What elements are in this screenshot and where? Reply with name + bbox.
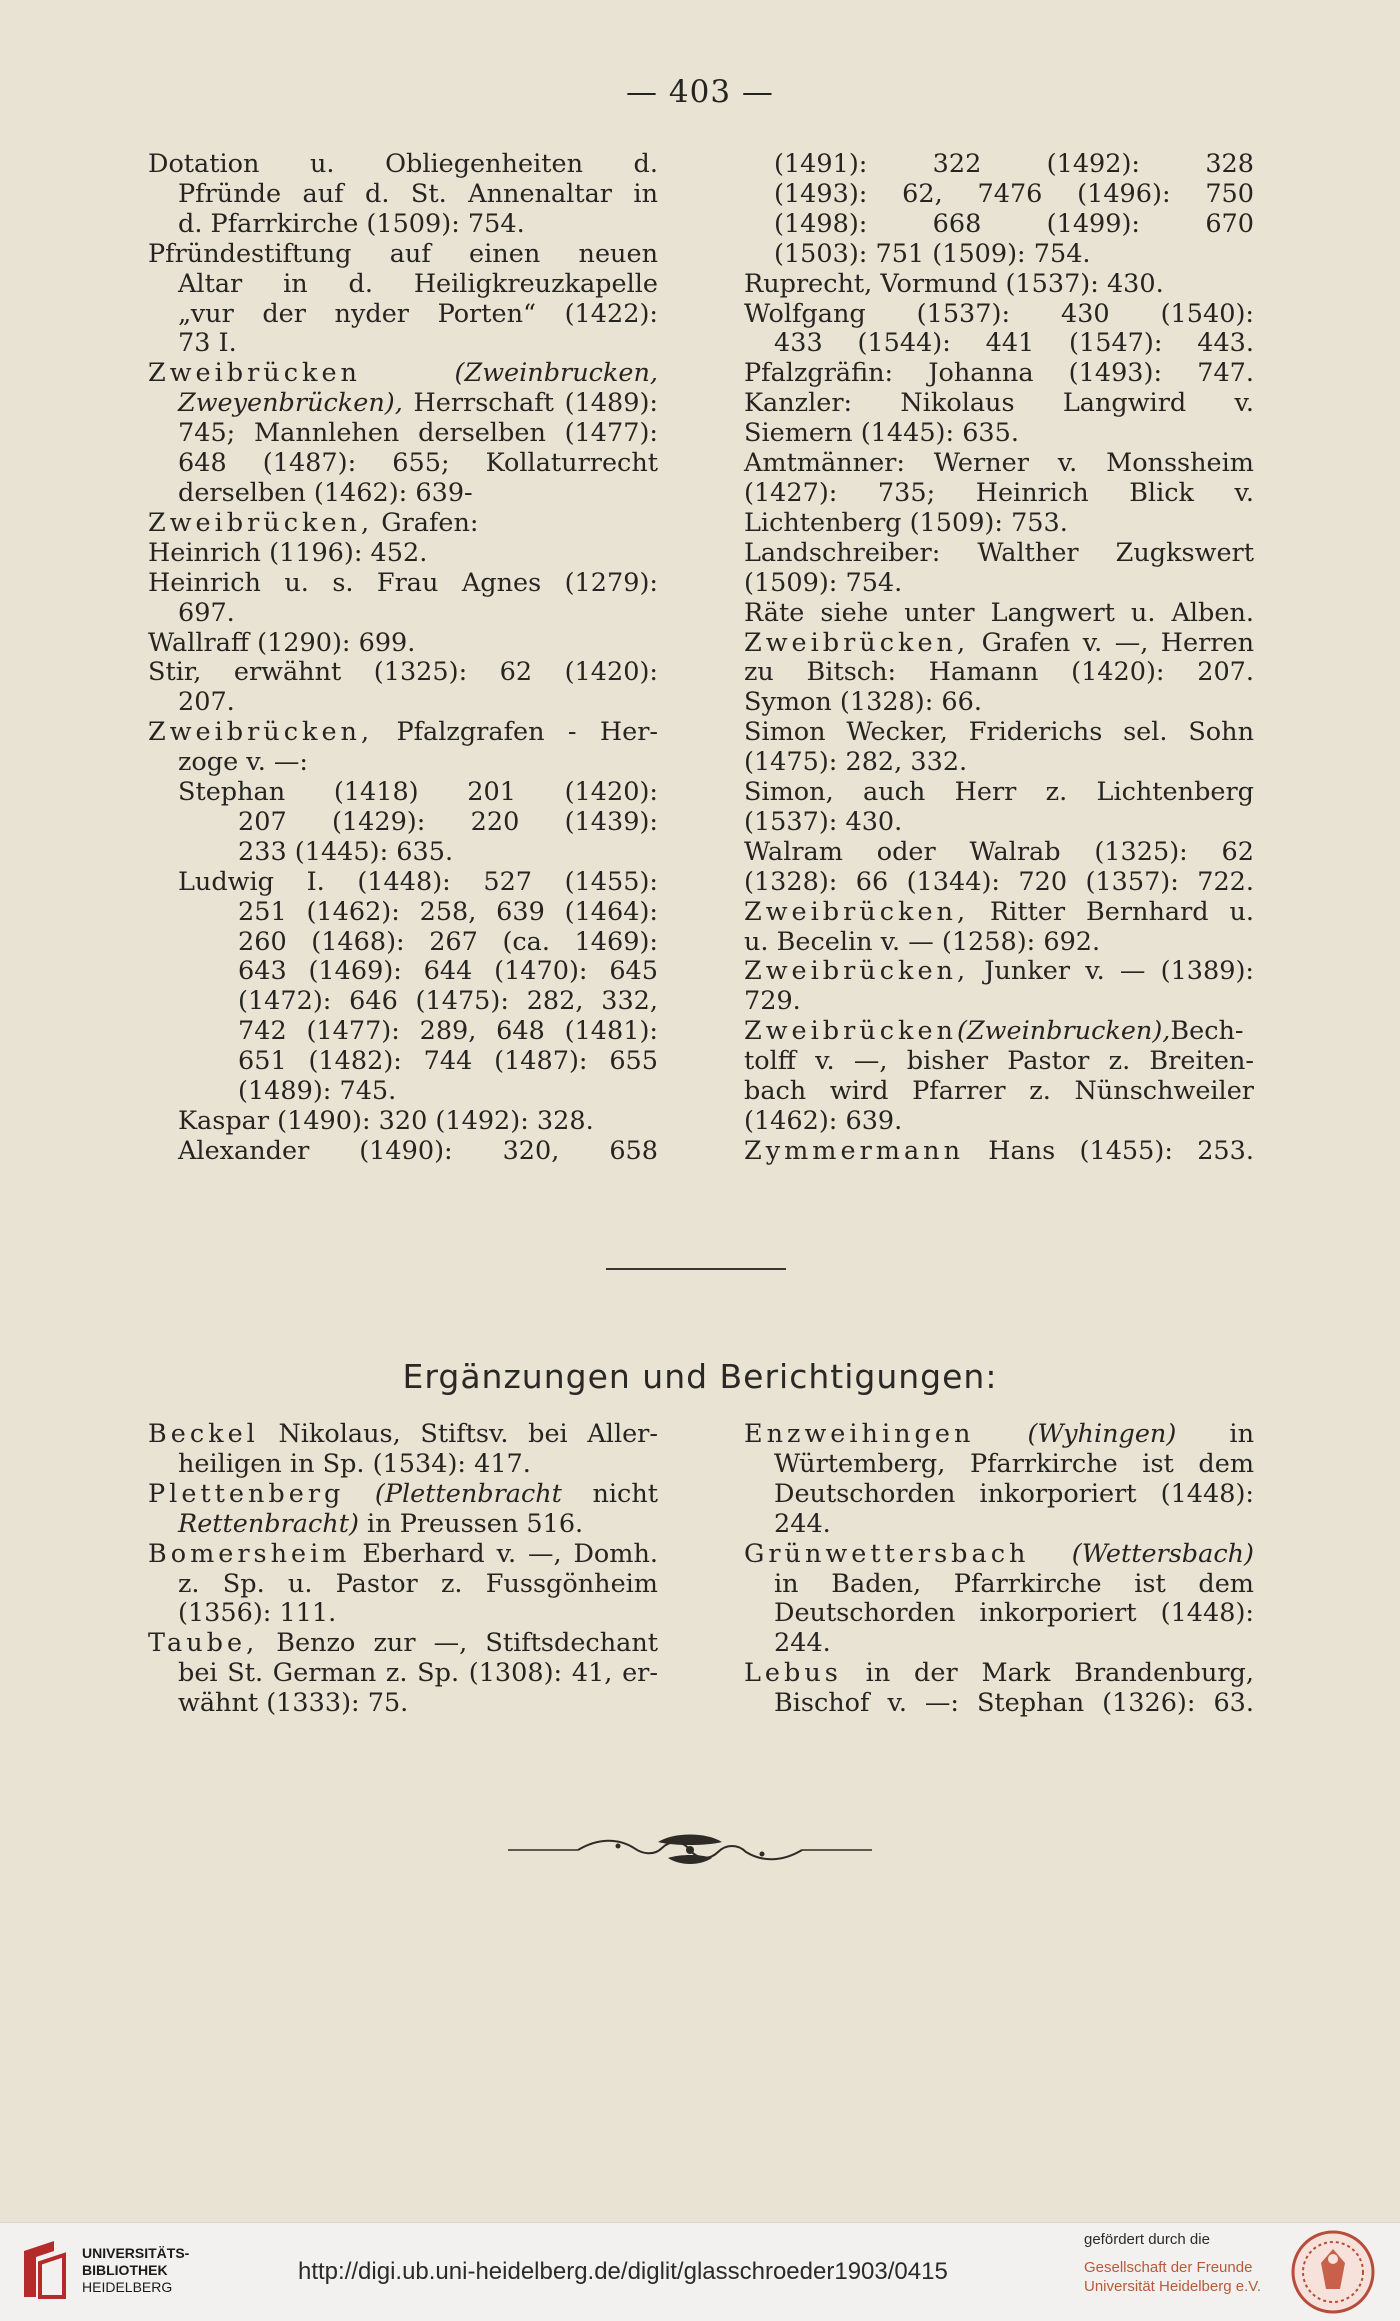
entry-headword: Zweibrücken, (744, 956, 970, 987)
entry-text: Grafen: (373, 507, 479, 538)
entry-text: in Baden, Pfarrkirche ist dem (774, 1568, 1254, 1599)
entry-line (744, 180, 1254, 210)
entry-line (148, 240, 658, 270)
entry-text: 745; Mannlehen derselben (1477): (178, 418, 658, 449)
entry-headword: Lebus (744, 1658, 842, 1689)
entry-text: 643 (1469): 644 (1470): 645 (238, 956, 658, 987)
entry-line (148, 539, 658, 569)
entry-line (148, 688, 658, 718)
entry-text: Symon (1328): 66. (744, 687, 982, 718)
entry-line (744, 270, 1254, 300)
entry-line (744, 778, 1254, 808)
entry-text: (1503): 751 (1509): 754. (774, 238, 1091, 269)
digitization-footer (0, 2222, 1400, 2321)
entry-line (744, 1480, 1254, 1510)
index-entry (744, 629, 1254, 689)
entry-headword: Zweibrücken, (744, 896, 970, 927)
entry-text: Benzo zur —, Stiftsdechant (258, 1628, 658, 1659)
index-entry (744, 718, 1254, 778)
entry-text: Pfalzgräfin: Johanna (1493): 747. (744, 358, 1254, 389)
section-divider (606, 1268, 786, 1270)
entry-text: Pfalzgrafen - Her- (373, 717, 658, 748)
entry-text: Wallraff (1290): 699. (148, 627, 416, 658)
entry-text: Hans (1455): 253. (964, 1135, 1254, 1166)
entry-text: Bech- (1170, 1016, 1244, 1047)
entry-variant-name: (Plettenbracht (374, 1478, 562, 1509)
entry-headword: Grünwettersbach (744, 1538, 1030, 1569)
index-entry (148, 629, 658, 659)
entry-line (148, 1017, 658, 1047)
entry-text: Siemern (1445): 635. (744, 418, 1019, 449)
entry-text: Alexander (1490): 320, 658 (178, 1135, 658, 1166)
index-entry (744, 150, 1254, 270)
entry-headword: Enzweihingen (744, 1419, 975, 1449)
entry-line (744, 838, 1254, 868)
entry-line (744, 1659, 1254, 1689)
entry-text: 73 I. (178, 328, 237, 359)
entry-text: Altar in d. Heiligkreuzkapelle (178, 268, 658, 299)
entry-text: (1537): 430. (744, 806, 903, 837)
entry-line (148, 599, 658, 629)
entry-line (744, 150, 1254, 180)
index-entry (744, 957, 1254, 1017)
entry-text: Heinrich u. s. Frau Agnes (1279): (148, 567, 658, 598)
entry-text: heiligen in Sp. (1534): 417. (178, 1448, 531, 1479)
entry-text: (1491): 322 (1492): 328 (774, 149, 1254, 179)
entry-line (744, 389, 1254, 419)
entry-text: nicht (561, 1478, 658, 1509)
entry-line (744, 240, 1254, 270)
entry-text: zoge v. —: (178, 747, 308, 778)
entry-line (148, 1599, 658, 1629)
index-column-left (148, 150, 658, 1167)
entry-text: in Preussen 516. (358, 1508, 584, 1539)
entry-text: Deutschorden inkorporiert (1448): (774, 1478, 1254, 1509)
entry-line (148, 389, 658, 419)
entry-text: Simon Wecker, Friderichs sel. Sohn (744, 717, 1254, 748)
entry-text (344, 1479, 375, 1509)
entry-line (148, 509, 658, 539)
addenda-column-right (744, 1420, 1254, 1719)
entry-line (744, 658, 1254, 688)
entry-text: 260 (1468): 267 (ca. 1469): (238, 926, 658, 957)
entry-text: 244. (774, 1628, 831, 1659)
entry-line (148, 150, 658, 180)
entry-variant-name: Zweyenbrücken), (178, 388, 403, 419)
library-name (82, 2245, 189, 2296)
entry-text: Ludwig I. (1448): 527 (1455): (178, 866, 658, 897)
index-entry (744, 359, 1254, 389)
entry-line (744, 808, 1254, 838)
entry-line (744, 569, 1254, 599)
index-column-right (744, 150, 1254, 1167)
entry-text: (1493): 62, 7476 (1496): 750 (774, 178, 1254, 209)
library-name-line-3: HEIDELBERG (82, 2279, 173, 2295)
entry-line (148, 1570, 658, 1600)
entry-line (744, 359, 1254, 389)
entry-line (148, 1137, 658, 1167)
entry-variant-name: Rettenbracht) (178, 1508, 359, 1539)
entry-headword: Zweibrücken, (148, 507, 374, 538)
entry-line (744, 1599, 1254, 1629)
entry-text: z. Sp. u. Pastor z. Fussgönheim (178, 1568, 658, 1599)
entry-text: Eberhard v. —, Domh. (350, 1538, 658, 1569)
entry-line (744, 1629, 1254, 1659)
entry-line (744, 629, 1254, 659)
entry-line (148, 838, 658, 868)
entry-line (148, 359, 658, 389)
entry-text: derselben (1462): 639- (178, 477, 473, 508)
entry-headword: Zweibrücken (744, 1016, 957, 1047)
entry-line (744, 479, 1254, 509)
entry-text: (1356): 111. (178, 1598, 337, 1629)
index-entry (744, 300, 1254, 360)
index-entry (148, 150, 658, 240)
entry-text: (1509): 754. (744, 567, 903, 598)
entry-text: bei St. German z. Sp. (1308): 41, er- (178, 1658, 658, 1689)
entry-line (744, 1540, 1254, 1570)
entry-text: Heinrich (1196): 452. (148, 537, 428, 568)
index-entry (148, 868, 658, 1107)
entry-line (148, 270, 658, 300)
entry-text: Stephan (1418) 201 (1420): (178, 777, 658, 808)
entry-line (744, 1420, 1254, 1450)
entry-line (148, 1510, 658, 1540)
entry-line (148, 1047, 658, 1077)
index-entry (744, 1137, 1254, 1167)
entry-line (744, 1107, 1254, 1137)
entry-line (744, 688, 1254, 718)
library-name-line-2: BIBLIOTHEK (82, 2262, 168, 2278)
entry-line (744, 509, 1254, 539)
entry-text: (1427): 735; Heinrich Blick v. (744, 477, 1254, 508)
entry-text: Deutschorden inkorporiert (1448): (774, 1598, 1254, 1629)
entry-text: 244. (774, 1508, 831, 1539)
index-entry (148, 509, 658, 539)
entry-text: Kaspar (1490): 320 (1492): 328. (178, 1106, 594, 1136)
entry-text: 251 (1462): 258, 639 (1464): (238, 896, 658, 927)
entry-text: 233 (1445): 635. (238, 836, 454, 867)
entry-text: Junker v. — (1389): (969, 956, 1254, 987)
entry-text: 207 (1429): 220 (1439): (238, 806, 658, 837)
entry-line (148, 748, 658, 778)
entry-text: (1489): 745. (238, 1076, 397, 1107)
entry-variant-name: (Zweinbrucken, (454, 358, 658, 389)
index-entry (148, 658, 658, 718)
library-logo-icon (14, 2237, 74, 2305)
entry-line (148, 1480, 658, 1510)
index-entry (148, 778, 658, 868)
entry-line (148, 1420, 658, 1450)
entry-text: in der Mark Brandenburg, (841, 1658, 1254, 1689)
entry-headword: Plettenberg (148, 1478, 345, 1509)
entry-line (744, 1570, 1254, 1600)
entry-line (148, 1540, 658, 1570)
index-entry (744, 539, 1254, 599)
index-entry (148, 1540, 658, 1630)
entry-line (744, 1450, 1254, 1480)
entry-variant-name: (Wyhingen) (1027, 1419, 1177, 1449)
entry-text: Grafen v. —, Herren (969, 627, 1254, 658)
entry-text: 207. (178, 687, 235, 718)
entry-text: in (1176, 1419, 1255, 1449)
entry-text: 433 (1544): 441 (1547): 443. (774, 328, 1254, 359)
sponsor-name (1084, 2258, 1261, 2296)
entry-text: Herrschaft (1489): (402, 388, 658, 419)
index-entry (744, 1420, 1254, 1540)
index-entry (148, 569, 658, 629)
entry-line (148, 1659, 658, 1689)
entry-line (744, 1137, 1254, 1167)
entry-text: Bischof v. —: Stephan (1326): 63. (774, 1688, 1254, 1719)
index-entry (148, 1629, 658, 1719)
entry-text: wähnt (1333): 75. (178, 1688, 409, 1719)
entry-text: Lichtenberg (1509): 753. (744, 507, 1068, 538)
entry-text: Stir, erwähnt (1325): 62 (1420): (148, 657, 658, 688)
entry-text: Amtmänner: Werner v. Monssheim (744, 448, 1254, 479)
entry-line (148, 1689, 658, 1719)
entry-text: Wolfgang (1537): 430 (1540): (744, 298, 1254, 329)
entry-line (148, 449, 658, 479)
entry-text: Ritter Bernhard u. (969, 896, 1254, 927)
entry-line (744, 898, 1254, 928)
entry-line (148, 718, 658, 748)
university-seal-icon (1290, 2229, 1376, 2315)
entry-line (148, 629, 658, 659)
entry-line (744, 599, 1254, 629)
entry-line (744, 1017, 1254, 1047)
entry-headword: Zweibrücken, (744, 627, 970, 658)
entry-line (148, 210, 658, 240)
entry-text: 729. (744, 986, 801, 1017)
entry-headword: Zymmermann (744, 1135, 964, 1166)
entry-line (148, 1077, 658, 1107)
entry-text (361, 358, 455, 388)
entry-line (148, 778, 658, 808)
entry-line (744, 1077, 1254, 1107)
entry-headword: Bomersheim (148, 1538, 351, 1569)
entry-line (148, 898, 658, 928)
entry-text: zu Bitsch: Hamann (1420): 207. (744, 657, 1254, 688)
entry-line (148, 928, 658, 958)
index-entry (744, 1659, 1254, 1719)
entry-text: 648 (1487): 655; Kollaturrecht (178, 448, 658, 479)
entry-headword: Zweibrücken (148, 358, 361, 389)
entry-text: bach wird Pfarrer z. Nünschweiler (744, 1076, 1254, 1107)
entry-line (148, 987, 658, 1017)
entry-line (744, 1689, 1254, 1719)
entry-text: (1328): 66 (1344): 720 (1357): 722. (744, 866, 1254, 897)
index-entry (744, 449, 1254, 539)
entry-line (744, 1510, 1254, 1540)
entry-line (148, 1450, 658, 1480)
entry-text: „vur der nyder Porten“ (1422): (178, 298, 658, 329)
index-entry (148, 1420, 658, 1480)
index-entry (744, 599, 1254, 629)
index-entry (744, 898, 1254, 958)
entry-text: Dotation u. Obliegenheiten d. (148, 149, 658, 179)
entry-text: 697. (178, 597, 235, 628)
addenda-column-left (148, 1420, 658, 1719)
entry-text (974, 1419, 1027, 1449)
entry-variant-name: (Zweinbrucken), (956, 1016, 1171, 1047)
index-entry (744, 838, 1254, 898)
index-entry (148, 1137, 658, 1167)
index-entry (148, 1480, 658, 1540)
entry-line (744, 957, 1254, 987)
index-entry (744, 1540, 1254, 1660)
entry-text: Pfründe auf d. St. Annenaltar in (178, 178, 658, 209)
sponsor-label: gefördert durch die (1084, 2231, 1210, 2248)
entry-text: (1472): 646 (1475): 282, 332, (238, 986, 658, 1017)
source-url-link[interactable]: http://digi.ub.uni-heidelberg.de/diglit/glasschroeder1903/0415 (298, 2258, 948, 2285)
entry-line (744, 329, 1254, 359)
index-entry (148, 1107, 658, 1137)
entry-line (148, 808, 658, 838)
entry-line (148, 479, 658, 509)
entry-line (744, 210, 1254, 240)
entry-text: d. Pfarrkirche (1509): 754. (178, 208, 525, 239)
entry-line (148, 419, 658, 449)
index-entry (744, 688, 1254, 718)
entry-line (744, 419, 1254, 449)
entry-text: (1498): 668 (1499): 670 (774, 208, 1254, 239)
entry-headword: Beckel (148, 1419, 259, 1449)
entry-line (148, 658, 658, 688)
entry-text: tolff v. —, bisher Pastor z. Breiten- (744, 1046, 1254, 1077)
entry-headword: Taube, (148, 1628, 259, 1659)
index-entry (148, 240, 658, 360)
entry-text: (1475): 282, 332. (744, 747, 968, 778)
entry-text: Simon, auch Herr z. Lichtenberg (744, 777, 1254, 808)
entry-line (148, 569, 658, 599)
entry-line (148, 1629, 658, 1659)
entry-line (744, 748, 1254, 778)
entry-text (1029, 1539, 1071, 1569)
entry-line (744, 987, 1254, 1017)
entry-text: Pfründestiftung auf einen neuen (148, 238, 658, 269)
entry-line (148, 868, 658, 898)
entry-line (148, 1107, 658, 1137)
entry-text: Landschreiber: Walther Zugkswert (744, 537, 1254, 568)
sponsor-name-line-2: Universität Heidelberg e.V. (1084, 2278, 1262, 2295)
entry-line (148, 957, 658, 987)
entry-text: Räte siehe unter Langwert u. Alben. (744, 597, 1254, 628)
index-entry (744, 270, 1254, 300)
entry-text: (1462): 639. (744, 1106, 903, 1136)
entry-line (148, 329, 658, 359)
entry-text: 651 (1482): 744 (1487): 655 (238, 1046, 658, 1077)
index-entry (148, 539, 658, 569)
index-entry (744, 389, 1254, 449)
entry-line (744, 718, 1254, 748)
index-entry (744, 778, 1254, 838)
entry-headword: Zweibrücken, (148, 717, 374, 748)
entry-text: 742 (1477): 289, 648 (1481): (238, 1016, 658, 1047)
entry-text: Würtemberg, Pfarrkirche ist dem (774, 1448, 1254, 1479)
entry-line (744, 868, 1254, 898)
index-entry (148, 718, 658, 778)
entry-line (744, 539, 1254, 569)
end-ornament (508, 1832, 872, 1868)
entry-text: Nikolaus, Stiftsv. bei Aller- (258, 1419, 658, 1449)
entry-text: Ruprecht, Vormund (1537): 430. (744, 268, 1164, 299)
entry-variant-name: (Wettersbach) (1071, 1538, 1254, 1569)
index-entry (148, 359, 658, 509)
entry-text: Walram oder Walrab (1325): 62 (744, 836, 1254, 867)
index-entry (744, 1017, 1254, 1137)
entry-line (744, 449, 1254, 479)
entry-text: u. Becelin v. — (1258): 692. (744, 926, 1101, 957)
library-name-line-1: UNIVERSITÄTS- (82, 2245, 190, 2261)
entry-line (744, 1047, 1254, 1077)
entry-line (148, 180, 658, 210)
section-heading: Ergänzungen und Berichtigungen: (402, 1357, 998, 1396)
entry-line (744, 300, 1254, 330)
page-number: — 403 — (626, 74, 774, 110)
entry-text: Kanzler: Nikolaus Langwird v. (744, 388, 1254, 419)
entry-line (744, 928, 1254, 958)
entry-line (148, 300, 658, 330)
sponsor-name-line-1: Gesellschaft der Freunde (1084, 2259, 1253, 2276)
